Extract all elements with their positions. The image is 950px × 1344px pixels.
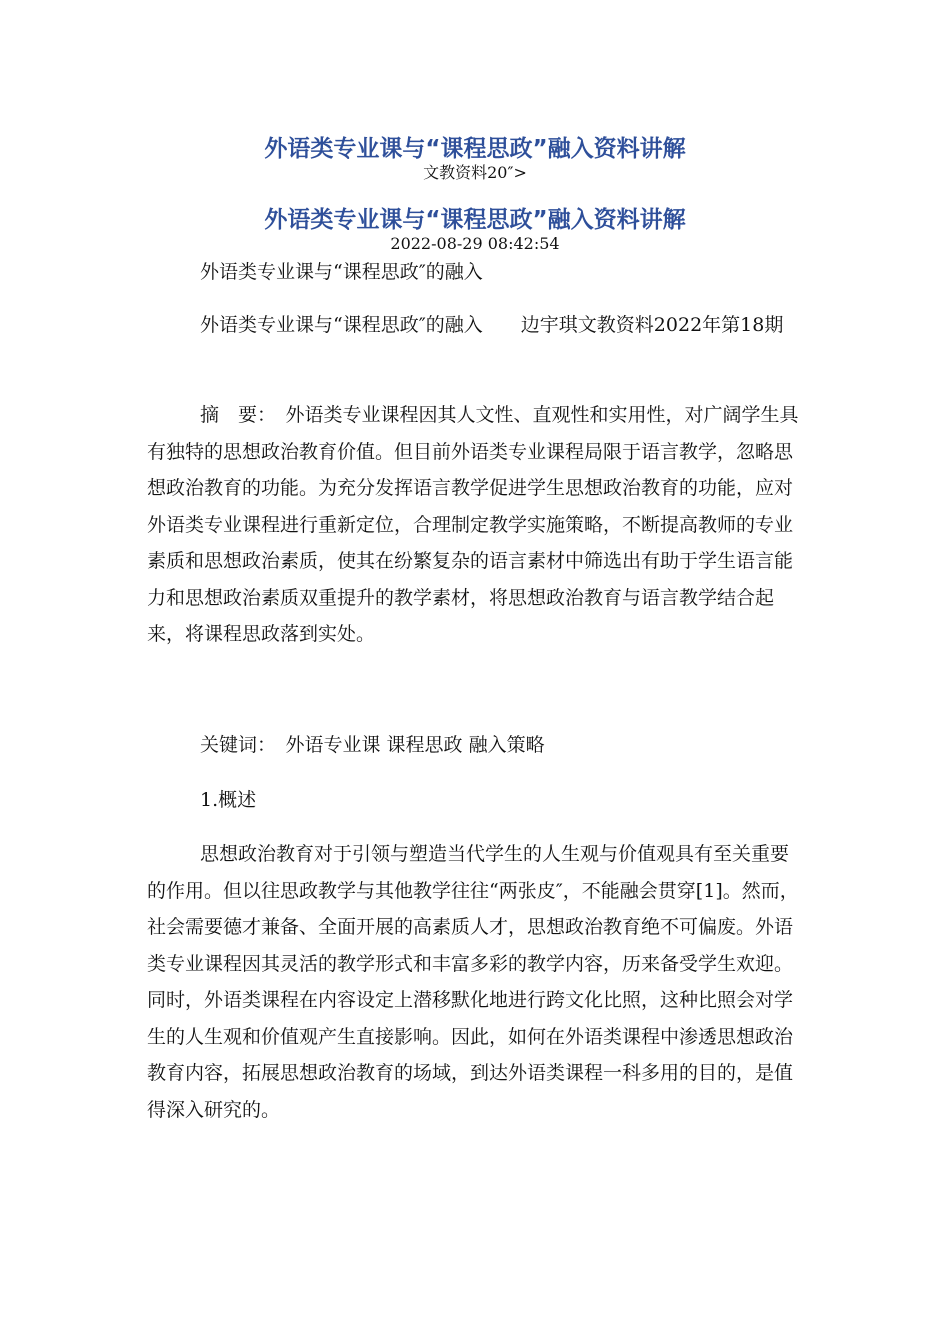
section-heading: 1.概述 <box>200 789 257 811</box>
source-line: 文教资料20″> <box>423 163 527 182</box>
abstract-paragraph: 摘 要： 外语类专业课程因其人文性、直观性和实用性，对广阔学生具有独特的思想政治教育价值。但目前外语类专业课程局限于语言教学，忽略思想政治教育的功能。为充分发挥语言教学促进学生思想政治教育的功能，应对外语类专业课程进行重新定位，合理制定教学实施策略，不断提高教师的专业素质和思想政治素质，使其在纷繁复杂的语言素材中筛选出有助于学生语言能力和思想政治素质双重提升的教学素材，将思想政治教育与语言教学结合起来，将课程思政落到实处。 <box>147 404 799 645</box>
publish-datetime: 2022-08-29 08:42:54 <box>390 234 560 253</box>
document-title: 外语类专业课与“课程思政”融入资料讲解 <box>264 136 686 162</box>
article-subtitle: 外语类专业课与“课程思政″的融入 <box>200 261 483 283</box>
article-title: 外语类专业课与“课程思政”融入资料讲解 <box>264 207 686 233</box>
keywords-line: 关键词： 外语专业课 课程思政 融入策略 <box>200 734 545 756</box>
byline-paragraph: 外语类专业课与“课程思政″的融入 边宇琪文教资料2022年第18期 <box>200 314 784 336</box>
body-paragraph: 思想政治教育对于引领与塑造当代学生的人生观与价值观具有至关重要的作用。但以往思政教学与其他教学往往“两张皮″，不能融会贯穿[1]。然而，社会需要德才兼备、全面开展的高素质人才，思想政治教育绝不可偏废。外语类专业课程因其灵活的教学形式和丰富多彩的教学内容，历来备受学生欢迎。同时，外语类课程在内容设定上潜移默化地进行跨文化比照，这种比照会对学生的人生观和价值观产生直接影响。因此，如何在外语类课程中渗透思想政治教育内容，拓展思想政治教育的场域，到达外语类课程一科多用的目的，是值得深入研究的。 <box>147 843 799 1121</box>
